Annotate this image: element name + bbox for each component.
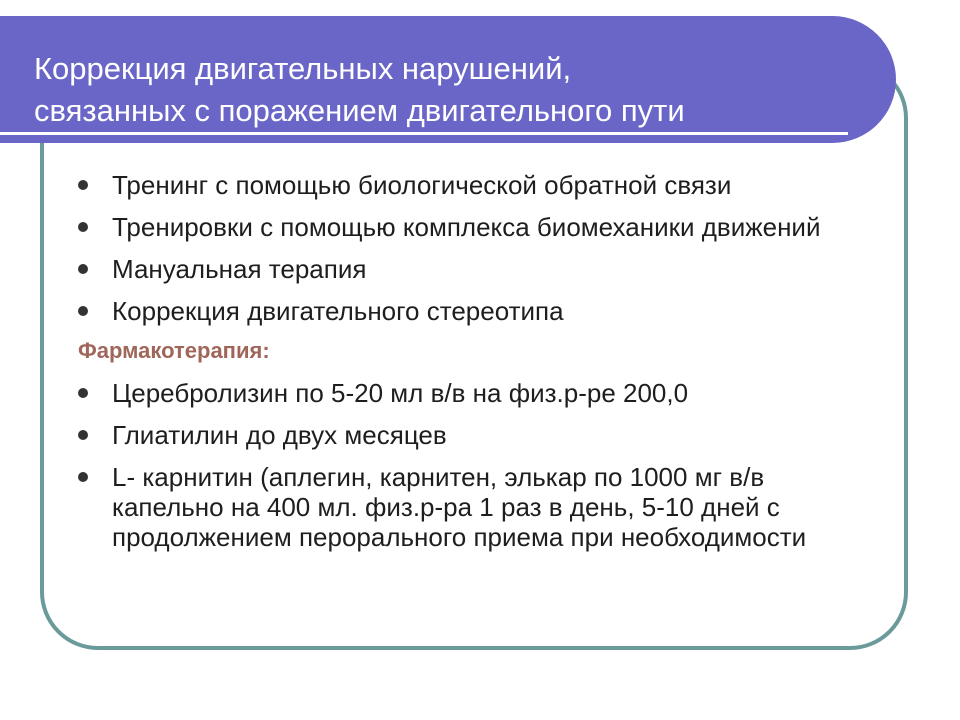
list-item-text: Тренинг с помощью биологической обратной связи (112, 170, 732, 200)
bullet-icon (78, 388, 88, 398)
title-bar (0, 16, 896, 143)
section-header-pharmacotherapy: Фармакотерапия: (78, 338, 270, 363)
slide-title (34, 48, 874, 132)
list-item-text: Глиатилин до двух месяцев (112, 420, 447, 450)
list-item (78, 212, 852, 242)
bullet-icon (78, 430, 88, 440)
list-item-text: Коррекция двигательного стереотипа (112, 296, 564, 326)
list-item (78, 420, 878, 450)
list-item (78, 296, 878, 326)
list-item-text: Мануальная терапия (112, 254, 367, 284)
bullet-icon (78, 306, 88, 316)
slide-content (78, 170, 878, 564)
list-item (78, 462, 872, 552)
list-item-text: Тренировки с помощью комплекса биомеханики движений (112, 212, 821, 242)
bullet-icon (78, 180, 88, 190)
bullet-icon (78, 472, 88, 482)
list-item-text: L- карнитин (аплегин, карнитен, элькар по 1000 мг в/в капельно на 400 мл. физ.р-ра 1 раз в день, 5-10 дней с продолжением перорального приема при необходимости (112, 462, 807, 552)
slide-title-line-2: связанных с поражением двигательного пути (34, 93, 685, 128)
list-item (78, 170, 878, 200)
title-underline (0, 132, 848, 135)
list-item-text: Церебролизин по 5-20 мл в/в на физ.р-ре 200,0 (112, 378, 689, 408)
slide-title-line-1: Коррекция двигательных нарушений, (34, 51, 572, 86)
bullet-icon (78, 264, 88, 274)
list-item (78, 378, 878, 408)
list-item (78, 254, 878, 284)
bullet-icon (78, 222, 88, 232)
